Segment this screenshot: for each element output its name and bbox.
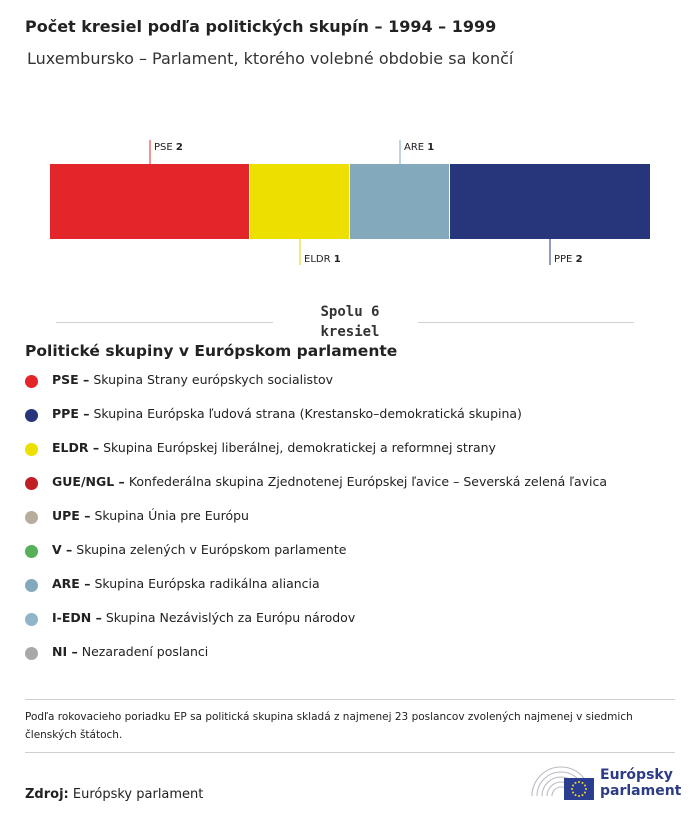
legend-title: Politické skupiny v Európskom parlamente xyxy=(25,342,398,360)
legend-code: GUE/NGL – xyxy=(52,474,125,489)
total-seats-unit: kresiel xyxy=(320,324,380,340)
legend-description: Skupina Nezávislých za Európu národov xyxy=(105,610,356,625)
legend-label xyxy=(52,406,522,421)
bar-label-eldr: ELDR 1 xyxy=(304,254,341,265)
logo-text: Európsky parlament xyxy=(600,767,682,799)
legend-item-pse xyxy=(25,372,607,406)
legend-dot-icon xyxy=(25,443,38,456)
legend-code: UPE – xyxy=(52,508,91,523)
legend-code: ELDR – xyxy=(52,440,100,455)
legend-dot-icon xyxy=(25,409,38,422)
legend-item-iedn xyxy=(25,610,607,644)
chart-title: Počet kresiel podľa politických skupín – 1994 – 1999 xyxy=(25,17,497,36)
footnote: Podľa rokovacieho poriadku EP sa politická skupina skladá z najmenej 23 poslancov zvolených najmenej v siedmich členských štátoch. xyxy=(25,711,633,741)
total-seats xyxy=(300,302,400,342)
bar-segment-eldr xyxy=(250,164,349,239)
chart-subtitle: Luxembursko – Parlament, ktorého volebné obdobie sa končí xyxy=(27,49,514,68)
legend xyxy=(25,372,607,678)
legend-code: V – xyxy=(52,542,73,557)
legend-item-v xyxy=(25,542,607,576)
source-value: Európsky parlament xyxy=(72,787,204,802)
bar-label-are: ARE 1 xyxy=(404,142,435,153)
legend-description: Konfederálna skupina Zjednotenej Európskej ľavice – Severská zelená ľavica xyxy=(128,474,608,489)
legend-item-guengl xyxy=(25,474,607,508)
total-seats-count: Spolu 6 xyxy=(320,304,380,320)
legend-code: PSE – xyxy=(52,372,90,387)
legend-description: Skupina Únia pre Európu xyxy=(94,508,249,523)
legend-dot-icon xyxy=(25,511,38,524)
legend-code: PPE – xyxy=(52,406,90,421)
legend-code: I-EDN – xyxy=(52,610,102,625)
legend-dot-icon xyxy=(25,375,38,388)
stacked-bar-chart xyxy=(0,0,700,290)
source-label: Zdroj: xyxy=(25,787,69,802)
legend-description: Skupina Európska ľudová strana (Krestansko–demokratická skupina) xyxy=(93,406,522,421)
legend-dot-icon xyxy=(25,579,38,592)
legend-dot-icon xyxy=(25,545,38,558)
source xyxy=(25,787,203,802)
bar-segment-are xyxy=(350,164,449,239)
bar-label-pse: PSE 2 xyxy=(154,142,183,153)
total-divider-left xyxy=(56,322,273,323)
legend-label xyxy=(52,372,333,387)
legend-label xyxy=(52,644,208,659)
legend-description: Nezaradení poslanci xyxy=(81,644,209,659)
ep-logo xyxy=(528,760,682,804)
legend-item-ni xyxy=(25,644,607,678)
eu-flag-icon xyxy=(564,778,594,800)
legend-code: ARE – xyxy=(52,576,91,591)
note-divider-top xyxy=(25,699,675,700)
legend-dot-icon xyxy=(25,477,38,490)
legend-item-upe xyxy=(25,508,607,542)
legend-description: Skupina Európska radikálna aliancia xyxy=(94,576,320,591)
legend-label xyxy=(52,440,496,455)
legend-item-ppe xyxy=(25,406,607,440)
total-divider-right xyxy=(418,322,634,323)
legend-label xyxy=(52,610,355,625)
legend-description: Skupina zelených v Európskom parlamente xyxy=(76,542,347,557)
legend-label xyxy=(52,474,607,489)
note-divider-bottom xyxy=(25,752,675,753)
legend-description: Skupina Strany európskych socialistov xyxy=(93,372,334,387)
legend-item-eldr xyxy=(25,440,607,474)
legend-item-are xyxy=(25,576,607,610)
bar-segment-pse xyxy=(50,164,249,239)
legend-label xyxy=(52,508,249,523)
legend-dot-icon xyxy=(25,613,38,626)
bar-segment-ppe xyxy=(450,164,650,239)
legend-description: Skupina Európskej liberálnej, demokratickej a reformnej strany xyxy=(103,440,496,455)
legend-code: NI – xyxy=(52,644,78,659)
bar-label-ppe: PPE 2 xyxy=(554,254,583,265)
legend-label xyxy=(52,542,346,557)
legend-label xyxy=(52,576,320,591)
legend-dot-icon xyxy=(25,647,38,660)
